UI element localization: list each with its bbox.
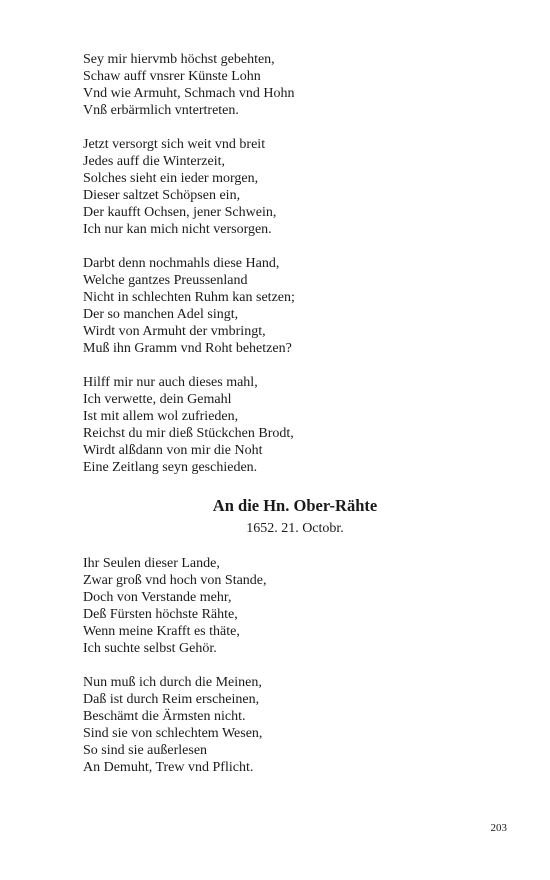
verse-line: Der so manchen Adel singt, [83,307,239,322]
verse-line: An Demuht, Trew vnd Pflicht. [83,760,254,775]
verse-line: So sind sie außerlesen [83,743,208,758]
verse-line: Sey mir hiervmb höchst gebehten, [83,52,275,67]
verse-line: Nun muß ich durch die Meinen, [83,675,262,690]
verse-line: Zwar groß vnd hoch von Stande, [83,573,267,588]
verse-line: Jetzt versorgt sich weit vnd breit [83,137,266,152]
verse-line: Muß ihn Gramm vnd Roht behetzen? [83,341,292,356]
poem-heading [0,496,550,537]
page-number: 203 [490,822,507,834]
verse-line: Wirdt alßdann von mir die Noht [83,443,263,458]
verse-line: Solches sieht ein ieder morgen, [83,171,259,186]
verse-line: Der kaufft Ochsen, jener Schwein, [83,205,277,220]
stanza [83,136,513,238]
verse-line: Daß ist durch Reim erscheinen, [83,692,260,707]
verse-line: Eine Zeitlang seyn geschieden. [83,460,258,475]
verse-line: Ihr Seulen dieser Lande, [83,556,220,571]
stanza [83,555,513,657]
verse-line: Welche gantzes Preussenland [83,273,248,288]
stanza [83,255,513,357]
verse-line: Deß Fürsten höchste Rähte, [83,607,238,622]
verse-line: Jedes auff die Winterzeit, [83,154,225,169]
stanza [83,51,513,119]
verse-line: Nicht in schlechten Ruhm kan setzen; [83,290,295,305]
verse-line: Wenn meine Krafft es thäte, [83,624,240,639]
stanza [83,374,513,476]
verse-line: Vnß erbärmlich vntertreten. [83,103,239,118]
verse-line: Darbt denn nochmahls diese Hand, [83,256,280,271]
stanza [83,674,513,776]
poem-date: 1652. 21. Octobr. [246,521,344,536]
verse-line: Beschämt die Ärmsten nicht. [83,709,246,724]
verse-line: Wirdt von Armuht der vmbringt, [83,324,266,339]
poem-body [83,555,513,776]
verse-line: Ich suchte selbst Gehör. [83,641,217,656]
verse-line: Doch von Verstande mehr, [83,590,232,605]
verse-line: Ich nur kan mich nicht versorgen. [83,222,272,237]
verse-line: Schaw auff vnsrer Künste Lohn [83,69,261,84]
verse-line: Ist mit allem wol zufrieden, [83,409,239,424]
verse-line: Dieser saltzet Schöpsen ein, [83,188,241,203]
verse-line: Ich verwette, dein Gemahl [83,392,232,407]
poem-continuation [83,51,513,476]
verse-line: Reichst du mir dieß Stückchen Brodt, [83,426,294,441]
poem-title: An die Hn. Ober-Rähte [212,496,378,515]
verse-line: Hilff mir nur auch dieses mahl, [83,375,258,390]
verse-line: Vnd wie Armuht, Schmach vnd Hohn [83,86,295,101]
verse-line: Sind sie von schlechtem Wesen, [83,726,263,741]
